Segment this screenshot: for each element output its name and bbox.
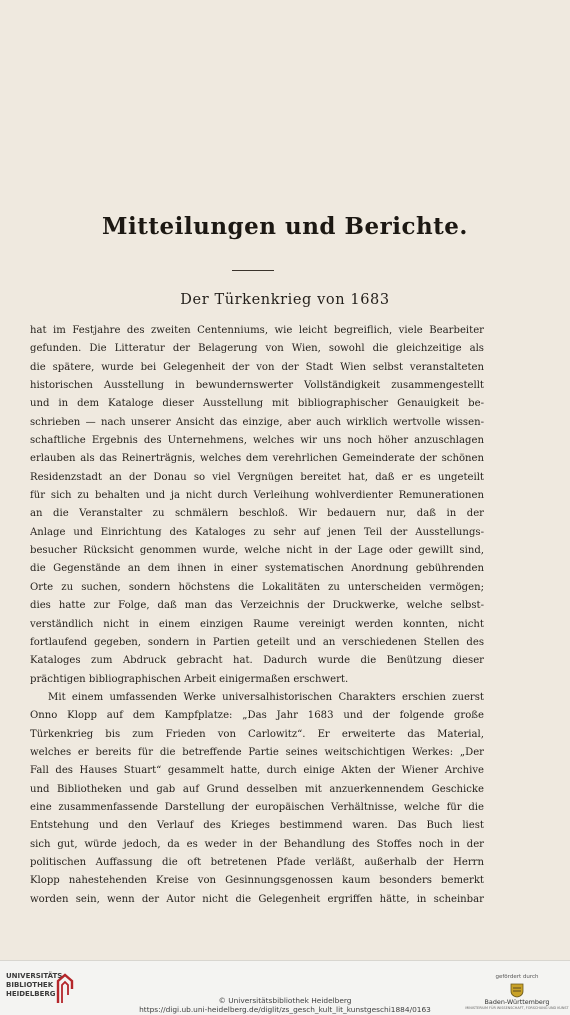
university-name-line: BIBLIOTHEK — [6, 981, 54, 989]
divider-rule — [232, 270, 274, 271]
text-line: Türkenkrieg bis zum Frieden von Carlowitz“. Er erweiterte das Material, — [30, 728, 484, 740]
text-line: Mit einem umfassenden Werke universalhistorischen Charakters erschien zuerst — [48, 691, 484, 703]
text-line: Onno Klopp auf dem Kampfplatze: „Das Jahr 1683 und der folgende große — [30, 710, 484, 722]
university-logo-icon — [56, 973, 74, 1005]
university-name-line: UNIVERSITÄTS- — [6, 972, 66, 980]
text-line: gefunden. Die Litteratur der Belagerung von Wien, sowohl die gleichzeitige als — [30, 343, 484, 355]
text-line: verständlich nicht in einem einzigen Raume vereinigt werden konnten, nicht — [30, 618, 484, 630]
copyright-text: © Universitätsbibliothek Heidelberg — [218, 996, 352, 1005]
text-line: schrieben — nach unserer Ansicht das einzige, aber auch wirklich wertvolle wissen- — [30, 416, 484, 428]
text-line: welches er bereits für die betreffende Partie seines weitschichtigen Werkes: „Der — [30, 746, 484, 758]
text-line: erlauben als das Reinerträgnis, welches dem verehrlichen Gemeinderate der schönen — [30, 453, 484, 465]
text-line: und in dem Kataloge dieser Ausstellung mit bibliographischer Genauigkeit be- — [30, 398, 484, 410]
text-line: besucher Rücksicht genommen wurde, welche nicht in der Lage oder gewillt sind, — [30, 545, 484, 557]
funded-by-label: gefördert durch — [495, 974, 539, 980]
text-line: schaftliche Ergebnis des Unternehmens, welches wir uns noch höher anzuschlagen — [30, 435, 484, 447]
text-line: Orte zu suchen, sondern höchstens die Lokalitäten zu unterscheiden vermögen; — [30, 581, 484, 593]
text-line: die spätere, wurde bei Gelegenheit der von der Stadt Wien selbst veranstalteten — [30, 361, 484, 373]
text-line: eine zusammenfassende Darstellung der europäischen Verhältnisse, welche für die — [30, 801, 484, 813]
text-line: sich gut, würde jedoch, da es weder in der Behandlung des Stoffes noch in der — [30, 838, 484, 850]
text-line: und Bibliotheken und gab auf Grund desselben mit anzuerkennendem Geschicke — [30, 783, 484, 795]
text-line: Anlage und Einrichtung des Kataloges zu sehr auf jenen Teil der Ausstellungs- — [30, 526, 484, 538]
funder-name: Baden-Württemberg — [484, 998, 550, 1006]
text-line: dies hatte zur Folge, daß man das Verzeichnis der Druckwerke, welche selbst- — [30, 600, 484, 612]
text-line: Kataloges zum Abdruck gebracht hat. Dadurch wurde die Benützung dieser — [30, 655, 484, 667]
university-name — [6, 972, 66, 999]
text-line: fortlaufend gegeben, sondern in Partien geteilt und an verschiedenen Stellen des — [30, 636, 484, 648]
text-line: Fall des Hauses Stuart“ gesammelt hatte, durch einige Akten der Wiener Archive — [30, 765, 484, 777]
text-line: historischen Ausstellung in bewundernswerter Vollständigkeit zusammengestellt — [30, 380, 484, 392]
text-line: für sich zu behalten und ja nicht durch Verleihung wohlverdienter Remunerationen — [30, 490, 484, 502]
text-line: politischen Auffassung die oft betretenen Pfade verläßt, außerhalb der Herrn — [30, 856, 484, 868]
body-text — [30, 322, 484, 909]
article-title: Der Türkenkrieg von 1683 — [180, 292, 390, 308]
text-line: an die Veranstalter zu schmälern beschloß. Wir bedauern nur, daß in der — [30, 508, 484, 520]
text-line: die Gegenstände an dem ihnen in einer systematischen Anordnung gebührenden — [30, 563, 484, 575]
text-line: Entstehung und den Verlauf des Krieges bestimmend waren. Das Buch liest — [30, 820, 484, 832]
copyright-notice — [120, 996, 450, 1014]
university-name-line: HEIDELBERG — [6, 990, 56, 998]
source-url-link[interactable]: https://digi.ub.uni-heidelberg.de/diglit/zs_gesch_kult_lit_kunstgeschi1884/0163 — [139, 1005, 431, 1014]
text-line: Residenzstadt an der Donau so viel Vergnügen bereitet hat, daß er es ungeteilt — [30, 471, 484, 483]
section-heading: Mitteilungen und Berichte. — [102, 213, 468, 240]
text-line: Klopp nahestehenden Kreise von Gesinnungsgenossen kaum besonders bemerkt — [30, 875, 484, 887]
funder-subtitle: MINISTERIUM FÜR WISSENSCHAFT, FORSCHUNG UND KUNST — [465, 1006, 569, 1010]
text-line: worden sein, wenn der Autor nicht die Gelegenheit ergriffen hätte, in scheinbar — [30, 893, 484, 905]
text-line: prächtigen bibliographischen Arbeit einigermaßen erschwert. — [30, 673, 349, 685]
baden-wuerttemberg-crest-icon — [508, 982, 526, 998]
text-line: hat im Festjahre des zweiten Centenniums, wie leicht begreiflich, viele Bearbeiter — [30, 325, 484, 336]
